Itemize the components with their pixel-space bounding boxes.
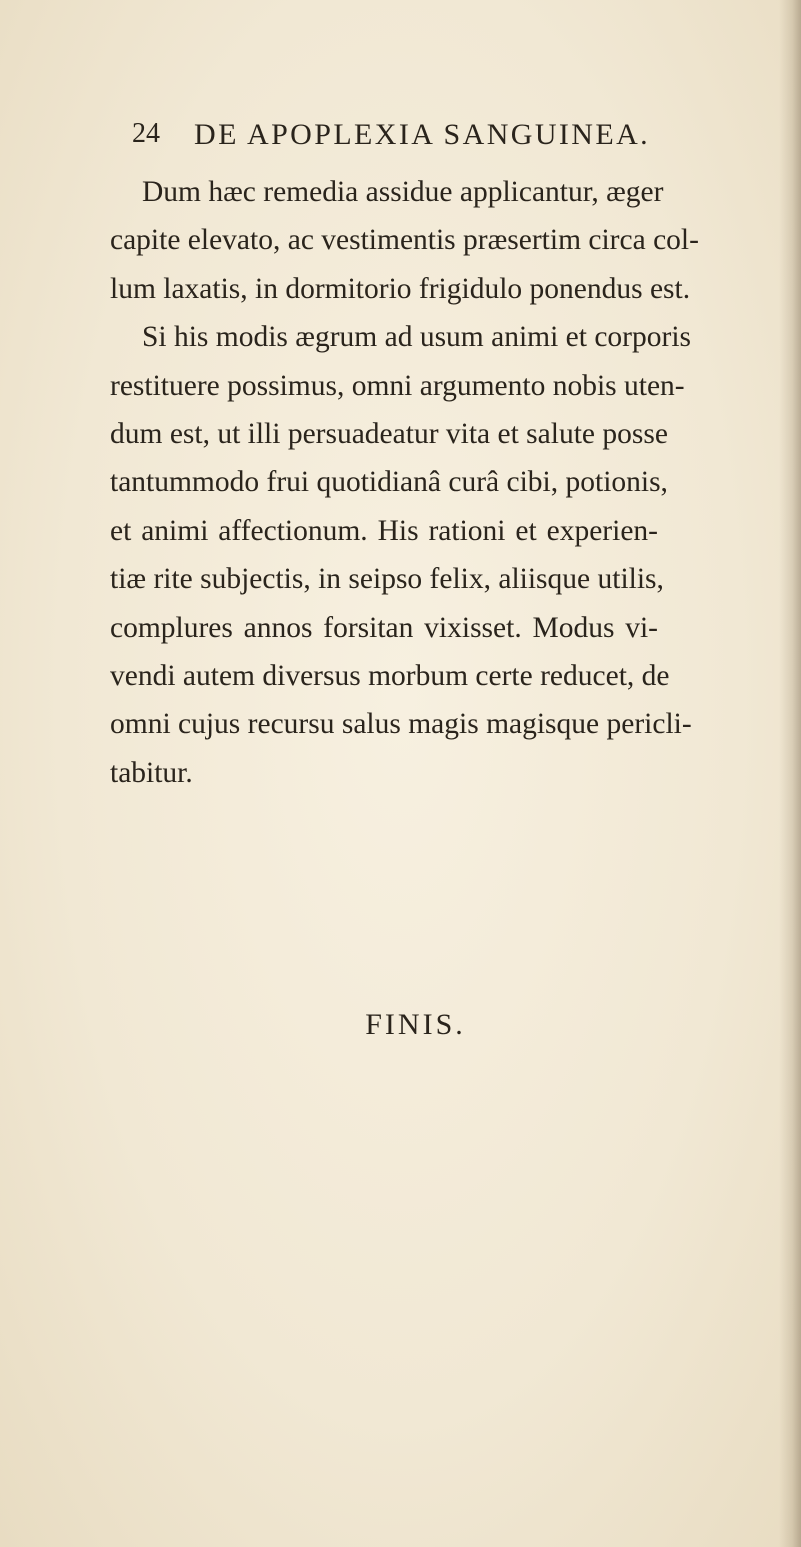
text-line: tiæ rite subjectis, in seipso felix, aliisque utilis, <box>110 563 664 596</box>
text-line: complures annos forsitan vixisset. Modus vi- <box>110 611 658 644</box>
text-line: capite elevato, ac vestimentis præsertim circa col- <box>110 224 699 257</box>
text-line: dum est, ut illi persuadeatur vita et salute posse <box>110 417 668 450</box>
text-line: restituere possimus, omni argumento nobis uten- <box>110 369 685 402</box>
text-line: et animi affectionum. His rationi et experien- <box>110 514 658 547</box>
finis-heading: FINIS. <box>365 1008 466 1041</box>
page-number: 24 <box>132 118 160 149</box>
text-line: vendi autem diversus morbum certe reducet, de <box>110 659 670 692</box>
text-line: omni cujus recursu salus magis magisque pericli- <box>110 708 692 741</box>
text-line: Si his modis ægrum ad usum animi et corporis <box>142 321 692 354</box>
text-line: lum laxatis, in dormitorio frigidulo ponendus est. <box>110 272 691 305</box>
text-line: tabitur. <box>110 756 193 789</box>
body-paragraph <box>110 168 699 797</box>
text-line: tantummodo frui quotidianâ curâ cibi, potionis, <box>110 466 668 499</box>
page-edge-shadow <box>779 0 801 1547</box>
page-header <box>132 118 652 158</box>
text-line: Dum hæc remedia assidue applicantur, æger <box>142 176 664 208</box>
running-head: DE APOPLEXIA SANGUINEA. <box>194 118 651 151</box>
